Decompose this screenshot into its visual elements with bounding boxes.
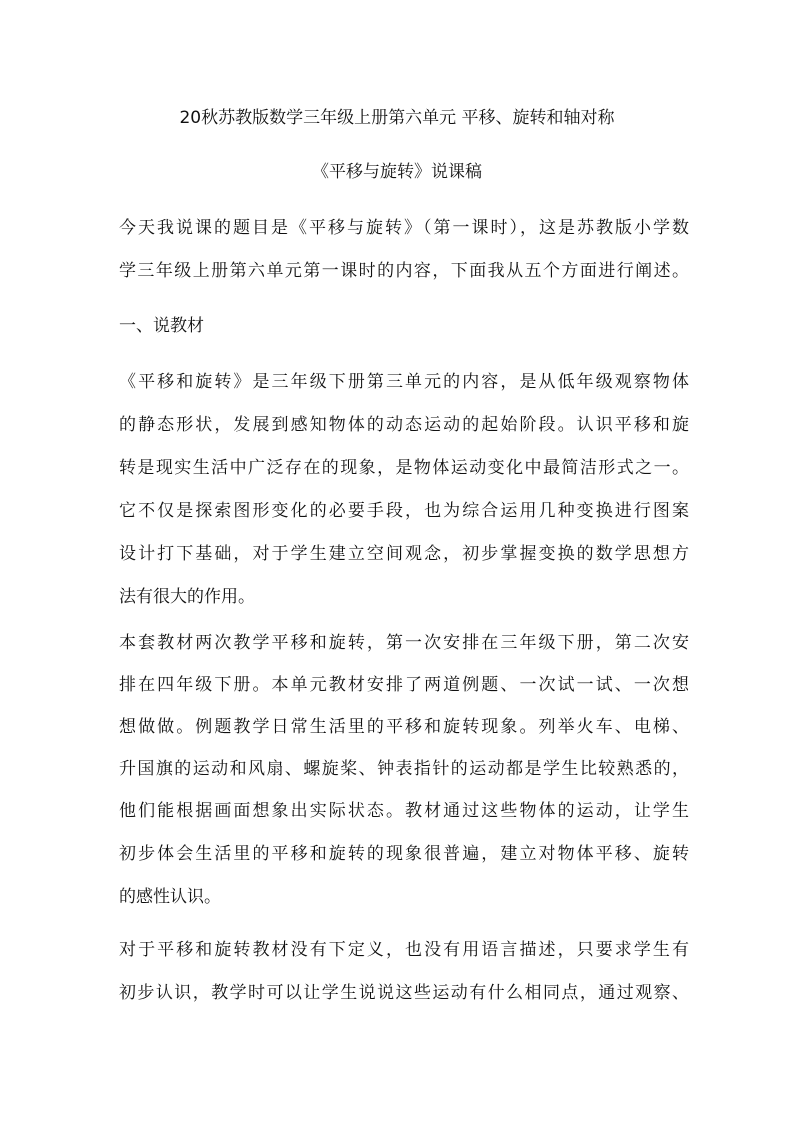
paragraph-line: 排在四年级下册。本单元教材安排了两道例题、一次试一试、一次想	[119, 675, 689, 695]
document-subtitle: 《平移与旋转》说课稿	[312, 162, 482, 182]
paragraph-line: 今天我说课的题目是《平移与旋转》（第一课时），这是苏教版小学数	[119, 218, 689, 238]
paragraph-line: 本套教材两次教学平移和旋转，第一次安排在三年级下册，第二次安	[119, 633, 689, 653]
paragraph-line: 《平移和旋转》是三年级下册第三单元的内容，是从低年级观察物体	[119, 372, 689, 392]
paragraph-line: 它不仅是探索图形变化的必要手段，也为综合运用几种变换进行图案	[119, 501, 689, 521]
document-title: 20秋苏教版数学三年级上册第六单元 平移、旋转和轴对称	[179, 108, 615, 128]
paragraph-line: 对于平移和旋转教材没有下定义，也没有用语言描述，只要求学生有	[119, 940, 689, 960]
paragraph-line: 升国旗的运动和风扇、螺旋桨、钟表指针的运动都是学生比较熟悉的，	[119, 759, 689, 779]
paragraph-line: 学三年级上册第六单元第一课时的内容，下面我从五个方面进行阐述。	[119, 261, 689, 281]
paragraph-line: 法有很大的作用。	[119, 587, 255, 607]
paragraph-line: 想做做。例题教学日常生活里的平移和旋转现象。列举火车、电梯、	[119, 717, 689, 737]
paragraph-line: 初步体会生活里的平移和旋转的现象很普遍，建立对物体平移、旋转	[119, 844, 689, 864]
paragraph-line: 转是现实生活中广泛存在的现象，是物体运动变化中最简洁形式之一。	[119, 458, 689, 478]
paragraph-line: 设计打下基础，对于学生建立空间观念，初步掌握变换的数学思想方	[119, 544, 689, 564]
paragraph-line: 的静态形状，发展到感知物体的动态运动的起始阶段。认识平移和旋	[119, 415, 689, 435]
paragraph-line: 初步认识，教学时可以让学生说说这些运动有什么相同点，通过观察、	[119, 983, 689, 1003]
paragraph-line: 的感性认识。	[119, 887, 221, 907]
section-heading-text: 一、说教材	[119, 316, 204, 336]
paragraph-line: 他们能根据画面想象出实际状态。教材通过这些物体的运动，让学生	[119, 801, 689, 821]
